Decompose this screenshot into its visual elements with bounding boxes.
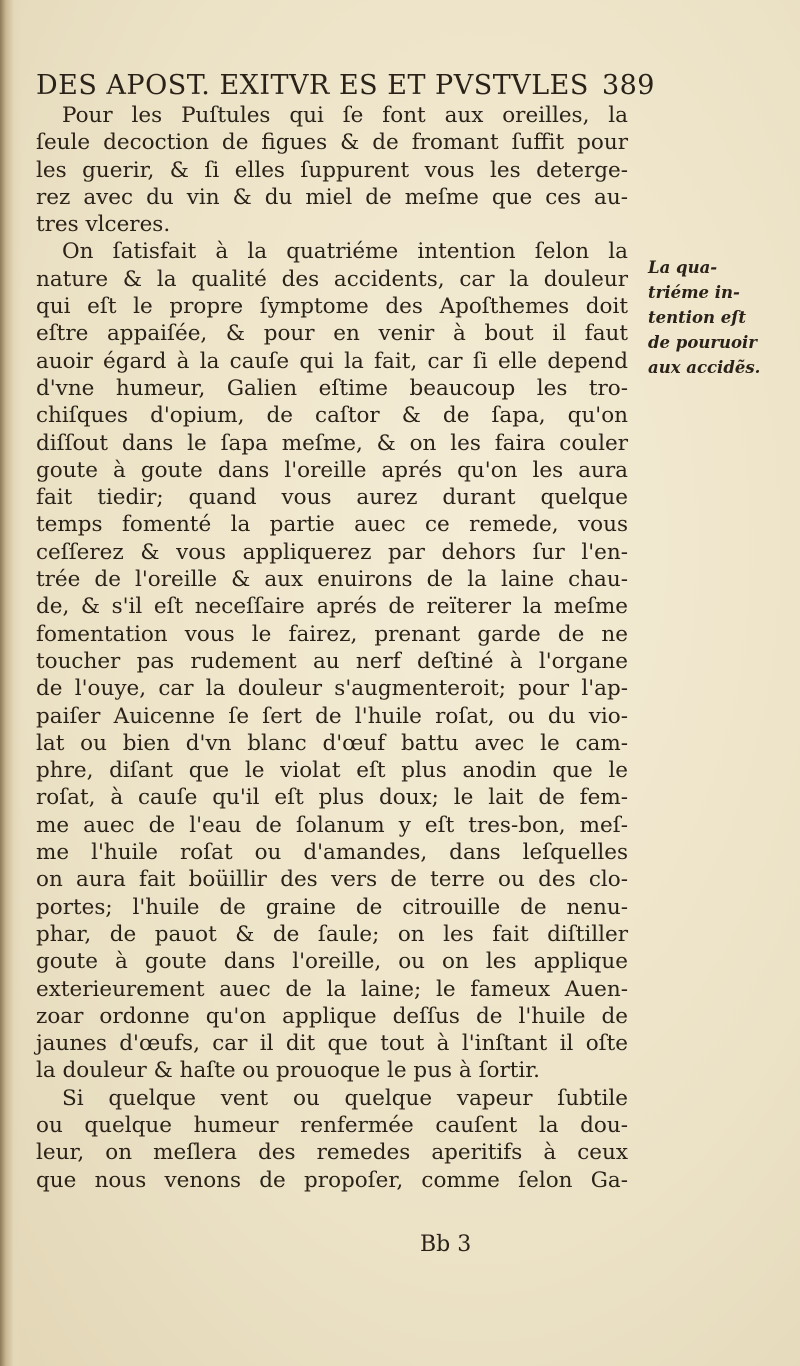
text-line: leur, on meſlera des remedes aperitifs à ceux [36, 1140, 628, 1166]
text-line: phre, diſant que le violat eſt plus anodin que le [36, 758, 628, 784]
text-line: chiſques d'opium, de caſtor & de ſapa, qu'on [36, 403, 628, 429]
text-line: auoir égard à la cauſe qui la fait, car ſi elle depend [36, 348, 628, 374]
text-line: ſeule decoction de figues & de fromant ſuffit pour [36, 130, 628, 156]
page-number: 389 [601, 70, 655, 101]
running-title: DES APOST. EXITVR ES ET PVSTVLES [36, 70, 589, 101]
text-line: ou quelque humeur renfermée cauſent la dou- [36, 1112, 628, 1138]
text-line: jaunes d'œufs, car il dit que tout à l'inſtant il oſte [36, 1031, 628, 1057]
marginal-note-line: aux accidẽs. [648, 358, 761, 377]
text-line: les guerir, & ſi elles ſuppurent vous les deterge- [36, 157, 628, 183]
text-line: toucher pas rudement au nerf deſtiné à l'organe [36, 648, 628, 674]
text-line: goute à goute dans l'oreille, ou on les applique [36, 949, 628, 975]
text-line: portes; l'huile de graine de citrouille de nenu- [36, 894, 628, 920]
text-line: nature & la qualité des accidents, car la douleur [36, 266, 628, 292]
running-header [36, 70, 655, 101]
text-line: de, & s'il eſt neceſſaire aprés de reïterer la meſme [36, 594, 628, 620]
text-line: Si quelque vent ou quelque vapeur ſubtile [62, 1085, 628, 1111]
text-line: tres vlceres. [36, 212, 171, 238]
text-line: temps fomenté la partie auec ce remede, vous [36, 512, 628, 538]
text-line: d'vne humeur, Galien eſtime beaucoup les tro- [36, 375, 628, 401]
text-line: on aura fait boüillir des vers de terre ou des clo- [36, 867, 628, 893]
text-line: diſſout dans le ſapa meſme, & on les faira couler [36, 430, 628, 456]
text-line: phar, de pauot & de ſaule; on les fait diſtiller [36, 921, 628, 947]
text-line: fomentation vous le fairez, prenant garde de ne [36, 621, 628, 647]
text-line: exterieurement auec de la laine; le fameux Auen- [36, 976, 628, 1002]
marginal-note-line: La qua- [648, 258, 718, 277]
main-text-block [36, 102, 628, 1194]
text-line: me auec de l'eau de ſolanum y eſt tres-bon, meſ- [36, 812, 628, 838]
marginal-note-line: de pouruoir [648, 333, 757, 352]
text-line: On ſatisfait à la quatriéme intention ſelon la [62, 239, 628, 265]
text-line: lat ou bien d'vn blanc d'œuf battu avec le cam- [36, 730, 628, 756]
text-line: me l'huile roſat ou d'amandes, dans leſquelles [36, 840, 628, 866]
text-line: zoar ordonne qu'on applique deſſus de l'huile de [36, 1003, 628, 1029]
text-line: goute à goute dans l'oreille aprés qu'on les aura [36, 457, 628, 483]
page-spine-shadow [0, 0, 22, 1366]
text-line: qui eſt le propre ſymptome des Apoſthemes doit [36, 294, 628, 320]
marginal-note-line: tention eſt [648, 308, 746, 327]
text-line: trée de l'oreille & aux enuirons de la laine chau- [36, 567, 628, 593]
text-line: roſat, à cauſe qu'il eſt plus doux; le lait de fem- [36, 785, 628, 811]
text-line: la douleur & haſte ou prouoque le pus à ſortir. [36, 1058, 541, 1084]
text-line: Pour les Puſtules qui ſe font aux oreilles, la [62, 103, 628, 128]
text-line: eſtre appaiſée, & pour en venir à bout il faut [36, 321, 628, 347]
marginal-note [648, 255, 768, 380]
text-line: ceſſerez & vous appliquerez par dehors ſur l'en- [36, 539, 628, 565]
text-line: rez avec du vin & du miel de meſme que ces au- [36, 184, 628, 210]
signature-mark: Bb 3 [420, 1232, 472, 1257]
text-line: paiſer Auicenne ſe ſert de l'huile roſat, ou du vio- [36, 703, 628, 729]
marginal-note-line: triéme in- [648, 283, 740, 302]
text-line: de l'ouye, car la douleur s'augmenteroit; pour l'ap- [36, 676, 628, 702]
text-line: que nous venons de propoſer, comme ſelon Ga- [36, 1167, 628, 1193]
text-line: fait tiedir; quand vous aurez durant quelque [36, 485, 628, 511]
